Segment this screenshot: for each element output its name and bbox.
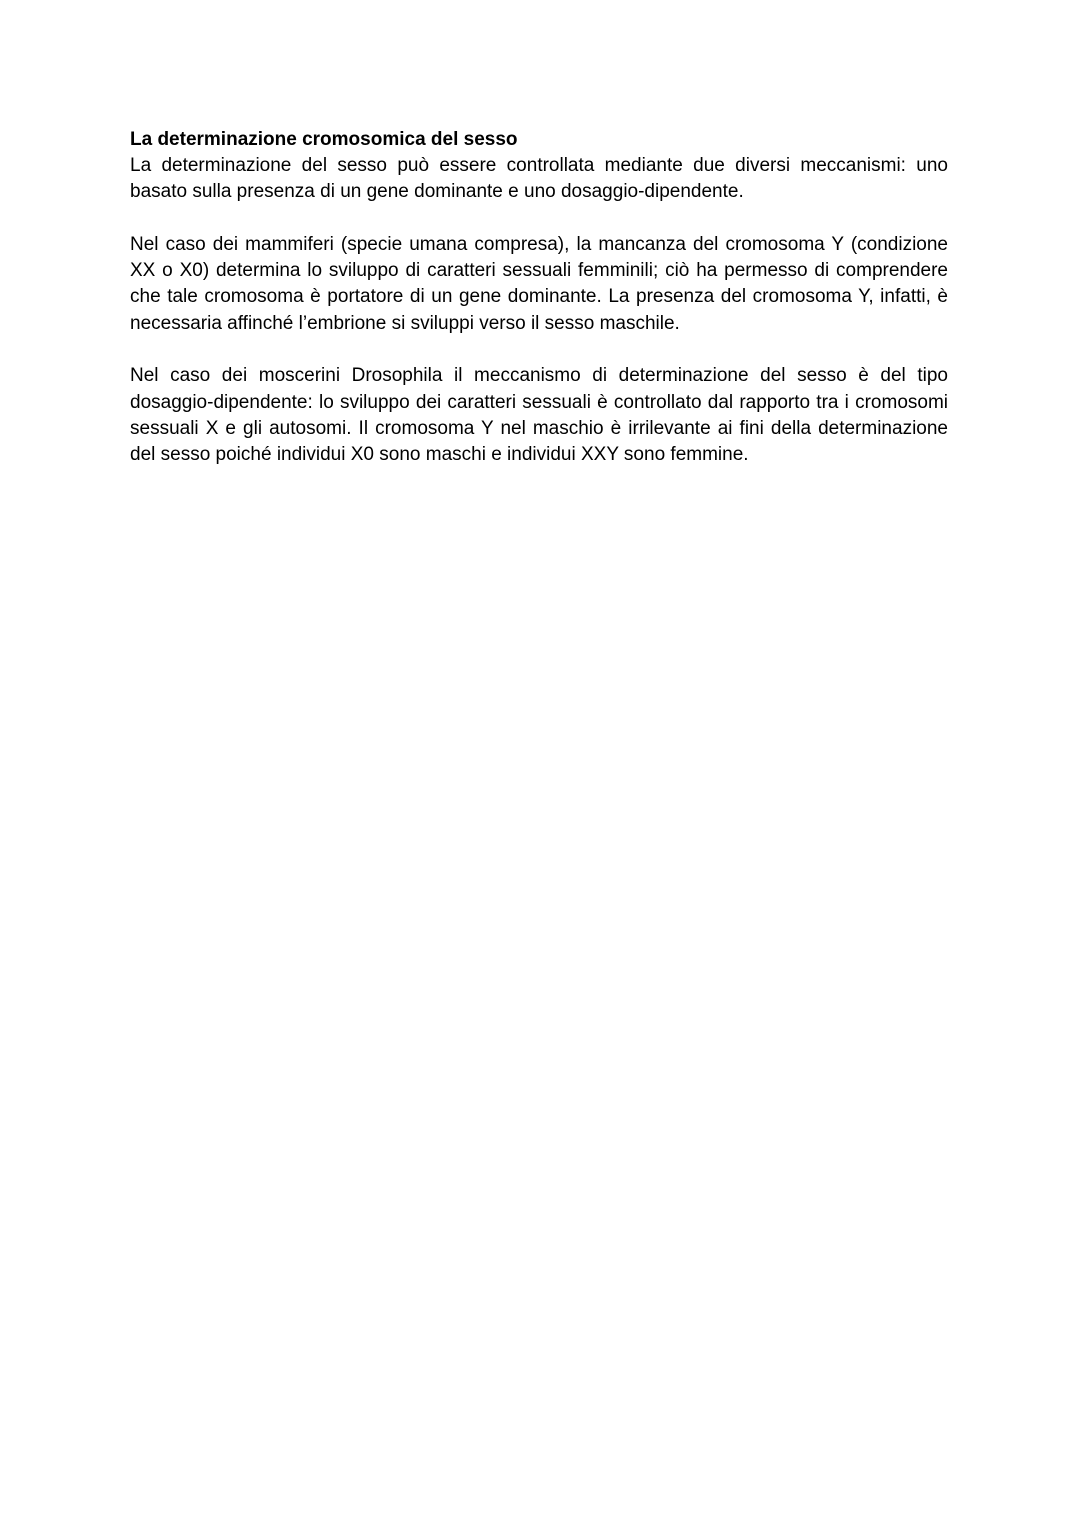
section-heading: La determinazione cromosomica del sesso <box>130 129 518 150</box>
paragraph-mammals: Nel caso dei mammiferi (specie umana compresa), la mancanza del cromosoma Y (condizione XX o X0) determina lo sviluppo di caratteri sessuali femminili; ciò ha permesso di comprendere che tale cromosoma è portatore di un gene dominante. La presenza del cromosoma Y, infatti, è necessaria affinché l’embrione si sviluppi verso il sesso maschile. <box>130 233 948 334</box>
paragraph-drosophila: Nel caso dei moscerini Drosophila il meccanismo di determinazione del sesso è del tipo dosaggio-dipendente: lo sviluppo dei caratteri sessuali è controllato dal rapporto tra i cromosomi sessuali X e gli autosomi. Il cromosoma Y nel maschio è irrilevante ai fini della determinazione del sesso poiché individui X0 sono maschi e individui XXY sono femmine. <box>130 365 948 466</box>
paragraph-spacer <box>130 206 948 232</box>
document-page <box>130 127 948 469</box>
paragraph-spacer <box>130 337 948 363</box>
paragraph-intro: La determinazione del sesso può essere controllata mediante due diversi meccanismi: uno basato sulla presenza di un gene dominante e uno dosaggio-dipendente. <box>130 155 948 203</box>
